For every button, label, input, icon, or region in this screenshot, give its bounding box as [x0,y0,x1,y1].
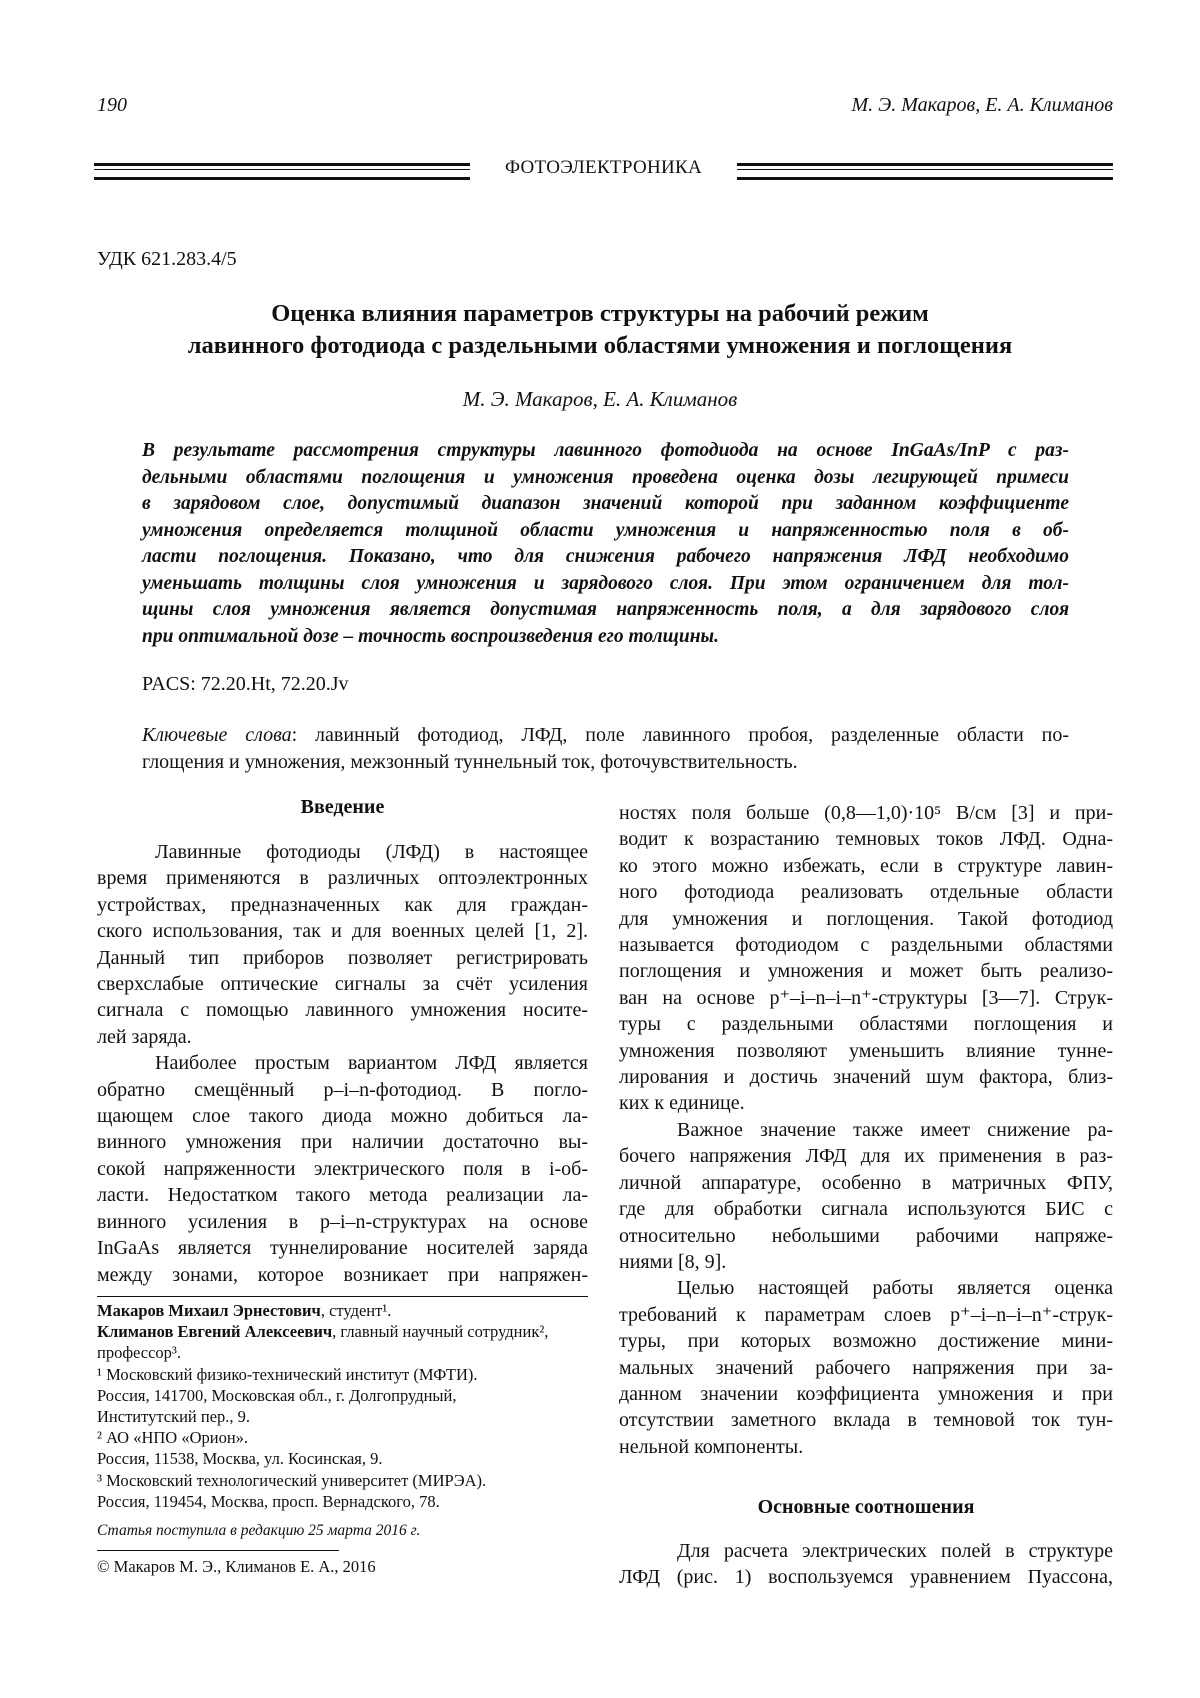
text-line: водит к возрастанию темновых токов ЛФД. Одна- [619,828,1113,851]
title-line: Оценка влияния параметров структуры на рабочий режим [271,300,929,327]
text-line: ного фотодиода реализовать отдельные области [619,881,1113,904]
article-authors: М. Э. Макаров, Е. А. Климанов [462,387,738,411]
section-name: ФОТОЭЛЕКТРОНИКА [504,157,702,178]
text-line: Данный тип приборов позволяет регистрировать [97,946,588,969]
text-line: лей заряда. [97,1025,192,1048]
text-line: ласти. Недостатком такого метода реализации ла- [97,1184,588,1207]
text-line: мальных значений рабочего напряжения при за- [619,1356,1113,1379]
text-line: требований к параметрам слоев p⁺–i–n–i–n⁺-струк- [619,1303,1113,1326]
text-line: ниями [8, 9]. [619,1250,727,1273]
text-line: В результате рассмотрения структуры лавинного фотодиода на основе InGaAs/InP с раз- [142,440,1069,461]
footnote-rule [97,1296,588,1297]
text-line: ких к единице. [619,1092,745,1115]
pacs-codes: PACS: 72.20.Ht, 72.20.Jv [142,673,349,695]
text-line: ностях поля больше (0,8—1,0)·10⁵ В/см [3] и при- [619,802,1113,824]
right-column-text [619,800,1113,1460]
relations-heading: Основные соотношения [757,1496,975,1518]
text-line: Наиболее простым вариантом ЛФД является [155,1052,588,1075]
text-line: отсутствии заметного вклада в темновой ток тун- [619,1409,1113,1432]
footnote-author2-cont: профессор³. [97,1343,181,1363]
udc-code: УДК 621.283.4/5 [97,248,237,270]
text-line: сверхслабые оптические сигналы за счёт усиления [97,973,588,996]
text-line: нельной компоненты. [619,1435,804,1458]
footnote-affiliation-line: Россия, 11538, Москва, ул. Косинская, 9. [97,1449,383,1469]
text-line: сигнала с помощью лавинного умножения носите- [97,999,588,1022]
footnotes [97,1300,588,1512]
text-line: личной аппаратуре, особенно в матричных ФПУ, [619,1171,1113,1194]
text-line: время применяются в различных оптоэлектронных [97,867,588,890]
text-line: InGaAs является туннелирование носителей заряда [97,1237,588,1260]
relations-paragraph [619,1538,1113,1591]
intro-heading: Введение [300,796,385,818]
text-line: называется фотодиодом с раздельными областями [619,934,1113,957]
text-line: для умножения и поглощения. Такой фотодиод [619,907,1113,930]
text-line: сокой напряженности электрического поля в i-об- [97,1157,588,1180]
footnote-affiliation-line: Россия, 119454, Москва, просп. Вернадского, 78. [97,1491,440,1511]
footnote-affiliation-line: Институтский пер., 9. [97,1407,251,1427]
received-date: Статья поступила в редакцию 25 марта 2016 г. [97,1522,421,1539]
text-line: винного умножения при наличии достаточно вы- [97,1131,588,1154]
footnote-author2: Климанов Евгений Алексеевич, главный научный сотрудник², [97,1322,549,1342]
text-line: умножения позволяют уменьшить влияние тунне- [619,1039,1113,1062]
left-column-text [97,839,588,1288]
article-title [60,298,1140,362]
page-number: 190 [97,94,127,116]
text-line: устройствах, предназначенных как для граждан- [97,893,588,916]
text-line: винного усиления в p–i–n-структурах на основе [97,1210,588,1233]
title-line: лавинного фотодиода с раздельными областями умножения и поглощения [187,332,1013,359]
keywords-line: Ключевые слова: лавинный фотодиод, ЛФД, поле лавинного пробоя, разделенные области по- [142,724,1070,746]
keywords [142,722,1069,776]
text-line: уменьшать толщины слоя умножения и зарядового слоя. При этом ограничением для тол- [142,572,1069,594]
text-line: обратно смещённый p–i–n-фотодиод. В погло- [97,1078,588,1101]
text-line: данном значении коэффициента умножения и при [619,1382,1113,1405]
text-line: ского использования, так и для военных целей [1, 2]. [97,920,588,943]
text-line: щающем слое такого диода можно добиться ла- [97,1105,588,1128]
running-authors: М. Э. Макаров, Е. А. Климанов [851,94,1113,116]
text-line: умножения определяется толщиной области умножения и напряженностью поля в об- [142,519,1069,541]
text-line: Для расчета электрических полей в структуре [677,1540,1113,1562]
text-line: лирования и достичь значений шум фактора, близ- [619,1066,1113,1089]
text-line: бочего напряжения ЛФД для их применения в раз- [619,1145,1113,1168]
keywords-line: глощения и умножения, межзонный туннельный ток, фоточувствительность. [142,751,798,773]
footnote-affiliation-line: ² АО «НПО «Орион». [97,1428,249,1448]
text-line: относительно небольшими рабочими напряже- [619,1224,1113,1247]
copyright-rule [97,1550,339,1551]
keywords-label: Ключевые слова [142,724,292,746]
footnote-author1: Макаров Михаил Эрнестович, студент¹. [97,1301,392,1320]
text-line: ЛФД (рис. 1) воспользуемся уравнением Пуассона, [619,1566,1113,1589]
section-rule-left [94,163,470,180]
text-line: Лавинные фотодиоды (ЛФД) в настоящее [155,841,588,863]
text-line: туры, при которых возможно достижение мини- [619,1330,1113,1353]
text-line: щины слоя умножения является допустимая напряженность поля, а для зарядового слоя [142,599,1069,620]
abstract [142,438,1069,650]
text-line: туры с раздельными областями поглощения и [619,1013,1113,1036]
text-line: Важное значение также имеет снижение ра- [677,1118,1113,1141]
text-line: в зарядовом слое, допустимый диапазон значений которой при заданном коэффициенте [142,493,1069,514]
footnote-affiliation-line: ³ Московский технологический университет (МИРЭА). [97,1470,487,1490]
footnote-affiliation-line: ¹ Московский физико-технический институт (МФТИ). [97,1364,478,1384]
text-line: где для обработки сигнала используются БИС с [619,1198,1113,1221]
text-line: поглощения и умножения и может быть реализо- [619,960,1113,983]
text-line: между зонами, которое возникает при напряжен- [97,1263,588,1286]
text-line: ко этого можно избежать, если в структуре лавин- [619,854,1113,877]
text-line: Целью настоящей работы является оценка [677,1277,1113,1300]
footnote-affiliation-line: Россия, 141700, Московская обл., г. Долгопрудный, [97,1385,457,1405]
section-rule-right [737,163,1113,180]
copyright: © Макаров М. Э., Климанов Е. А., 2016 [97,1557,376,1576]
text-line: ласти поглощения. Показано, что для снижения рабочего напряжения ЛФД необходимо [142,546,1069,567]
text-line: ван на основе p⁺–i–n–i–n⁺-структуры [3—7]. Струк- [619,986,1113,1009]
text-line: при оптимальной дозе – точность воспроизведения его толщины. [142,625,719,647]
text-line: дельными областями поглощения и умножения проведена оценка дозы легирующей примеси [142,466,1069,488]
